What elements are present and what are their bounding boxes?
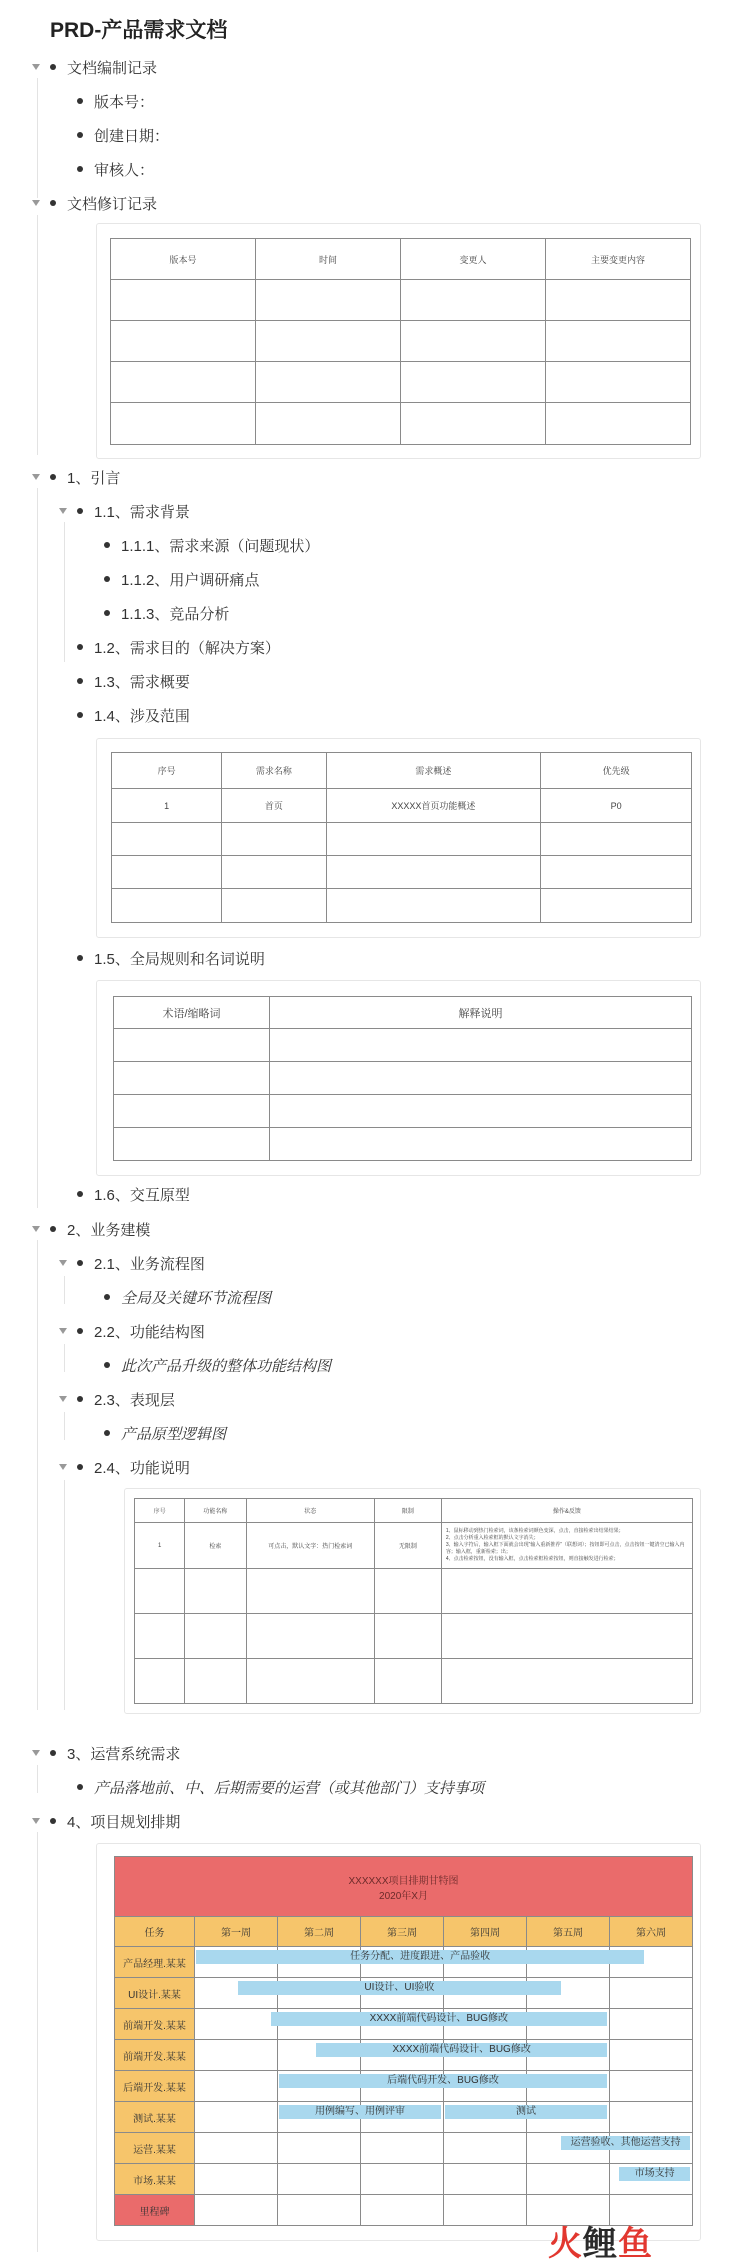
rules-table [113, 996, 692, 1161]
table-cell [112, 856, 222, 889]
node-label: 1.5、全局规则和名词说明 [94, 951, 265, 968]
collapse-arrow-icon[interactable] [32, 1818, 40, 1824]
revision-header-version: 版本号 [111, 239, 256, 280]
gantt-week-header: 第三周 [361, 1917, 444, 1947]
table-cell [256, 403, 401, 445]
gantt-cell [610, 2102, 693, 2133]
bullet-icon [77, 166, 83, 172]
table-cell [546, 321, 691, 362]
node-label: 此次产品升级的整体功能结构图 [121, 1358, 332, 1375]
gantt-week-header: 第二周 [278, 1917, 361, 1947]
outline-guide [64, 522, 65, 662]
scope-header-index: 序号 [112, 753, 222, 789]
gantt-cell [444, 2195, 527, 2226]
bullet-icon [104, 1430, 110, 1436]
table-cell [374, 1569, 441, 1614]
gantt-cell [195, 2102, 278, 2133]
revision-table [110, 238, 691, 445]
outline-guide [37, 488, 38, 1208]
table-cell [256, 321, 401, 362]
table-cell [246, 1659, 374, 1704]
table-cell [256, 362, 401, 403]
collapse-arrow-icon[interactable] [59, 1464, 67, 1470]
gantt-cell [195, 2195, 278, 2226]
function-header-name: 功能名称 [185, 1499, 246, 1523]
gantt-cell [444, 2164, 527, 2195]
gantt-cell [278, 2133, 361, 2164]
outline-guide [37, 215, 38, 455]
table-cell [112, 889, 222, 923]
rules-header-explanation: 解释说明 [270, 997, 692, 1029]
table-cell [326, 856, 541, 889]
outline-guide [37, 1765, 38, 1793]
gantt-cell [195, 2040, 278, 2071]
bullet-icon [77, 678, 83, 684]
gantt-cell [195, 2133, 278, 2164]
bullet-icon [50, 1226, 56, 1232]
table-cell [111, 280, 256, 321]
node-label: 1.1、需求背景 [94, 504, 190, 521]
gantt-bar: 运营验收、其他运营支持 [561, 2136, 690, 2150]
outline-guide [37, 1832, 38, 2252]
gantt-bar: 用例编写、用例评审 [279, 2105, 441, 2119]
revision-header-editor: 变更人 [401, 239, 546, 280]
gantt-row-name: 测试.某某 [115, 2102, 195, 2133]
gantt-row-name: 前端开发.某某 [115, 2040, 195, 2071]
watermark-logo [548, 2216, 653, 2265]
node-label: 1.1.1、需求来源（问题现状） [121, 538, 320, 555]
gantt-chart [114, 1856, 693, 2226]
table-cell: 无限制 [374, 1523, 441, 1569]
gantt-title: XXXXXX项目排期甘特图 [348, 1875, 459, 1887]
bullet-icon [50, 200, 56, 206]
table-cell: XXXXX首页功能概述 [326, 789, 541, 823]
node-label: 文档修订记录 [67, 196, 158, 213]
table-cell [441, 1614, 692, 1659]
bullet-icon [77, 508, 83, 514]
gantt-bar: 市场支持 [619, 2167, 690, 2181]
node-label: 审核人： [94, 162, 155, 179]
scope-header-name: 需求名称 [222, 753, 326, 789]
gantt-week-header: 第六周 [610, 1917, 693, 1947]
gantt-title-cell [115, 1857, 693, 1917]
table-cell [541, 823, 692, 856]
table-cell [270, 1128, 692, 1161]
gantt-bar: 任务分配、进度跟进、产品验收 [196, 1950, 644, 1964]
gantt-cell [278, 2164, 361, 2195]
table-cell [111, 321, 256, 362]
bullet-icon [50, 1750, 56, 1756]
node-label: 2.3、表现层 [94, 1392, 175, 1409]
table-cell [135, 1659, 185, 1704]
table-cell [401, 280, 546, 321]
table-cell [374, 1614, 441, 1659]
node-label: 1.1.3、竞品分析 [121, 606, 230, 623]
bullet-icon [50, 64, 56, 70]
bullet-icon [77, 1191, 83, 1197]
gantt-bar: XXXX前端代码设计、BUG修改 [271, 2012, 607, 2026]
function-header-limit: 限制 [374, 1499, 441, 1523]
table-cell [541, 856, 692, 889]
gantt-cell [610, 2040, 693, 2071]
table-cell: 1 [112, 789, 222, 823]
table-cell [256, 280, 401, 321]
outline-guide [64, 1344, 65, 1372]
bullet-icon [77, 1260, 83, 1266]
outline-guide [37, 1240, 38, 1710]
table-cell: 检索 [185, 1523, 246, 1569]
node-label: 4、项目规划排期 [67, 1814, 181, 1831]
gantt-cell [195, 2009, 278, 2040]
table-cell [114, 1128, 270, 1161]
table-cell [114, 1095, 270, 1128]
node-label: 1.6、交互原型 [94, 1187, 190, 1204]
gantt-bar: XXXX前端代码设计、BUG修改 [316, 2043, 607, 2057]
table-cell: 首页 [222, 789, 326, 823]
table-cell-feedback [441, 1523, 692, 1569]
revision-header-time: 时间 [256, 239, 401, 280]
table-cell [546, 362, 691, 403]
scope-header-priority: 优先级 [541, 753, 692, 789]
bullet-icon [77, 644, 83, 650]
gantt-bar: UI设计、UI验收 [238, 1981, 562, 1995]
gantt-cell [610, 1978, 693, 2009]
bullet-icon [77, 132, 83, 138]
gantt-week-header: 第四周 [444, 1917, 527, 1947]
gantt-cell [527, 2164, 610, 2195]
bullet-icon [104, 576, 110, 582]
node-label: 2.2、功能结构图 [94, 1324, 205, 1341]
table-cell [401, 321, 546, 362]
table-cell [270, 1062, 692, 1095]
gantt-row-name: 里程碑 [115, 2195, 195, 2226]
scope-table [111, 752, 692, 923]
bullet-icon [50, 1818, 56, 1824]
function-header-feedback: 操作&反馈 [441, 1499, 692, 1523]
table-cell [270, 1095, 692, 1128]
outline-guide [64, 1412, 65, 1440]
table-cell [222, 856, 326, 889]
function-header-index: 序号 [135, 1499, 185, 1523]
collapse-arrow-icon[interactable] [32, 474, 40, 480]
collapse-arrow-icon[interactable] [59, 1396, 67, 1402]
table-cell [111, 362, 256, 403]
bullet-icon [77, 955, 83, 961]
bullet-icon [50, 474, 56, 480]
gantt-week-header: 第一周 [195, 1917, 278, 1947]
gantt-week-header: 第五周 [527, 1917, 610, 1947]
collapse-arrow-icon[interactable] [32, 64, 40, 70]
bullet-icon [104, 1294, 110, 1300]
node-label: 1.4、涉及范围 [94, 708, 190, 725]
bullet-icon [104, 1362, 110, 1368]
gantt-cell [361, 2133, 444, 2164]
collapse-arrow-icon[interactable] [59, 1328, 67, 1334]
scope-header-summary: 需求概述 [326, 753, 541, 789]
gantt-cell [610, 2009, 693, 2040]
gantt-subtitle: 2020年X月 [379, 1890, 428, 1902]
outline-guide [64, 1480, 65, 1710]
outline-guide [37, 78, 38, 198]
table-cell [546, 280, 691, 321]
node-label: 1、引言 [67, 470, 121, 487]
table-cell [546, 403, 691, 445]
function-header-state: 状态 [246, 1499, 374, 1523]
bullet-icon [77, 712, 83, 718]
table-cell [135, 1569, 185, 1614]
feedback-line: 2、点击分析重入检索框的默认文字消失； [445, 1535, 539, 1541]
gantt-row-name: 后端开发.某某 [115, 2071, 195, 2102]
table-cell [114, 1062, 270, 1095]
table-cell [114, 1029, 270, 1062]
gantt-row-name: 市场.某某 [115, 2164, 195, 2195]
feedback-line: 4、点击检索按钮，没有输入框，点击检索框检索按钮，则直接触发进行检索； [445, 1556, 619, 1562]
node-label: 2.4、功能说明 [94, 1460, 190, 1477]
gantt-row-name: 产品经理.某某 [115, 1947, 195, 1978]
gantt-cell [361, 2195, 444, 2226]
gantt-cell [361, 2164, 444, 2195]
table-cell [185, 1569, 246, 1614]
logo-char: 鱼 [618, 2225, 653, 2263]
table-cell [401, 362, 546, 403]
table-cell: 可点击，默认文字：热门检索词 [246, 1523, 374, 1569]
gantt-cell [195, 2071, 278, 2102]
function-table [134, 1498, 693, 1704]
collapse-arrow-icon[interactable] [32, 1750, 40, 1756]
gantt-row-name: 前端开发.某某 [115, 2009, 195, 2040]
table-cell [222, 823, 326, 856]
gantt-cell [610, 2071, 693, 2102]
node-label: 产品原型逻辑图 [121, 1426, 227, 1443]
bullet-icon [77, 1396, 83, 1402]
table-cell [185, 1659, 246, 1704]
node-label: 2.1、业务流程图 [94, 1256, 205, 1273]
gantt-row-name: 运营.某某 [115, 2133, 195, 2164]
node-label: 3、运营系统需求 [67, 1746, 181, 1763]
node-label: 产品落地前、中、后期需要的运营（或其他部门）支持事项 [94, 1780, 485, 1797]
node-label: 2、业务建模 [67, 1222, 151, 1239]
table-cell: P0 [541, 789, 692, 823]
node-label: 1.2、需求目的（解决方案） [94, 640, 280, 657]
feedback-line: 1、鼠标移动到热门检索词，该条检索词颜色变深，点击，直接检索出结果结果； [445, 1528, 624, 1534]
table-cell: 1 [135, 1523, 185, 1569]
table-cell [185, 1614, 246, 1659]
gantt-cell [278, 2195, 361, 2226]
table-cell [441, 1569, 692, 1614]
node-label: 文档编制记录 [67, 60, 158, 77]
bullet-icon [77, 98, 83, 104]
outline-guide [64, 1276, 65, 1304]
gantt-task-header: 任务 [115, 1917, 195, 1947]
logo-char: 鲤 [583, 2225, 618, 2263]
gantt-bar: 后端代码开发、BUG修改 [279, 2074, 607, 2088]
gantt-row-name: UI设计.某某 [115, 1978, 195, 2009]
node-label: 1.1.2、用户调研痛点 [121, 572, 260, 589]
bullet-icon [77, 1464, 83, 1470]
collapse-arrow-icon[interactable] [59, 1260, 67, 1266]
bullet-icon [104, 610, 110, 616]
rules-header-term: 术语/缩略词 [114, 997, 270, 1029]
document-title: PRD-产品需求文档 [50, 19, 228, 42]
table-cell [326, 889, 541, 923]
bullet-icon [77, 1784, 83, 1790]
table-cell [326, 823, 541, 856]
table-cell [135, 1614, 185, 1659]
bullet-icon [104, 542, 110, 548]
gantt-bar: 测试 [445, 2105, 607, 2119]
table-cell [111, 403, 256, 445]
collapse-arrow-icon[interactable] [59, 508, 67, 514]
gantt-row [115, 2164, 693, 2195]
node-label: 创建日期： [94, 128, 170, 145]
node-label: 版本号： [94, 94, 155, 111]
table-cell [541, 889, 692, 923]
logo-char: 火 [548, 2225, 583, 2263]
bullet-icon [77, 1328, 83, 1334]
revision-header-content: 主要变更内容 [546, 239, 691, 280]
table-cell [441, 1659, 692, 1704]
table-cell [270, 1029, 692, 1062]
collapse-arrow-icon[interactable] [32, 1226, 40, 1232]
table-cell [222, 889, 326, 923]
node-label: 全局及关键环节流程图 [121, 1290, 272, 1307]
table-cell [374, 1659, 441, 1704]
gantt-cell [195, 2164, 278, 2195]
feedback-line: 3、输入字符后，输入框下面就会出现“输入重新推荐”（联想词）；按钮即可点击，点击按钮一键清空已输入内容；输入框，重新检索；出； [445, 1542, 685, 1555]
gantt-cell [444, 2133, 527, 2164]
collapse-arrow-icon[interactable] [32, 200, 40, 206]
table-cell [246, 1569, 374, 1614]
node-label: 1.3、需求概要 [94, 674, 190, 691]
table-cell [112, 823, 222, 856]
table-cell [401, 403, 546, 445]
table-cell [246, 1614, 374, 1659]
